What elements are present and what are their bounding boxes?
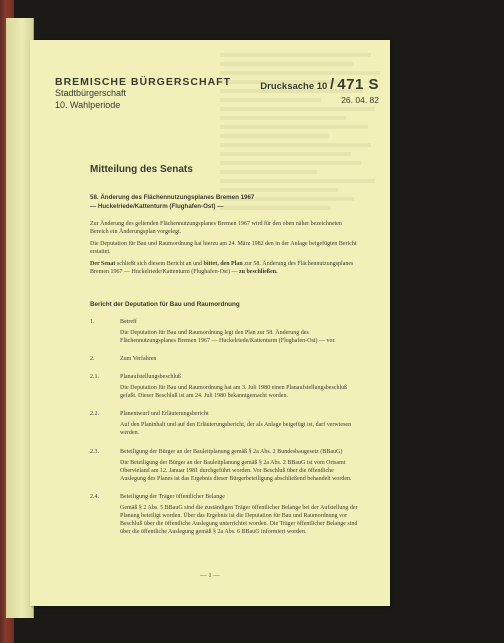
- intro-paragraph-3: [90, 260, 360, 276]
- drucksache-separator: /: [329, 76, 335, 93]
- intro-p3-mid: schließt sich diesem Bericht an und: [115, 261, 204, 268]
- section-number: 2.: [90, 355, 95, 362]
- section-text: Die Beteiligung der Bürger an der Bauleitplanung gemäß § 2a Abs. 2 BBauG ist vom Ortsamt Obervieland am 12. Januar 1981 durchgeführt worden. Vor Beschluß über die öffentliche Auslegung des Planes ist das Ergebnis dieser Bürgerbeteiligung abschließend behandelt worden.: [120, 459, 352, 482]
- section-number: 2.1.: [90, 373, 99, 380]
- document-header: [55, 76, 385, 111]
- intro-paragraph-1: Zur Änderung des geltenden Flächennutzungsplanes Bremen 1967 wird für den oben näher bezeichneten Bereich ein Änderungsplan vorgelegt.: [90, 221, 342, 236]
- section-heading: Zum Verfahren: [120, 355, 157, 362]
- section-heading: Betreff: [120, 318, 137, 325]
- drucksache-label: Drucksache 10: [260, 81, 328, 92]
- subject-line-2: — Huckelriede/Kattenturm (Flughafen-Ost) —: [90, 203, 224, 210]
- section-item: [90, 493, 360, 536]
- subject-line-1: 58. Änderung des Flächennutzungsplanes Bremen 1967: [90, 194, 255, 201]
- document-body: [90, 164, 360, 536]
- section-item: [90, 410, 360, 437]
- section-number: 1.: [90, 318, 95, 325]
- section-text: Die Deputation für Bau und Raumordnung hat am 3. Juli 1980 einen Planaufstellungsbeschluß gefaßt. Dieser Beschluß ist am 24. Juli 1980 bekanntgemacht worden.: [120, 385, 348, 400]
- document-page: [30, 40, 390, 606]
- drucksache-number: 471 S: [337, 76, 379, 93]
- section-heading: Planaufstellungsbeschluß: [120, 373, 181, 380]
- section-item: [90, 448, 360, 483]
- section-text: Auf den Planinhalt und auf den Erläuterungsbericht, der als Anlage beigefügt ist, darf verwiesen werden.: [120, 422, 352, 437]
- section-heading: Beteiligung der Bürger an der Bauleitplanung gemäß § 2a Abs. 2 Bundesbaugesetz (BBauG): [120, 448, 343, 455]
- page-number: — 1 —: [200, 572, 220, 579]
- document-date: 26. 04. 82: [341, 95, 379, 105]
- section-item: [90, 318, 360, 345]
- resolve-label: zu beschließen.: [238, 269, 278, 276]
- section-text: Gemäß § 2 Abs. 5 BBauG sind die zuständigen Träger öffentlicher Belange bei der Aufstellung der Planung beteiligt worden. Über das Ergebnis ist die Deputation für Bau und Raumordnung vor Beschluß über die öffentliche Auslegung unterrichtet worden. Die Träger öffentlicher Belange sind über die öffentliche Auslegung gemäß § 2a Abs. 6 BBauG informiert worden.: [120, 504, 358, 536]
- parliament-name: BREMISCHE BÜRGERSCHAFT: [55, 76, 232, 88]
- request-label: bittet, den Plan: [203, 261, 243, 268]
- section-number: 2.3.: [90, 448, 99, 455]
- section-heading: Beteiligung der Träger öffentlicher Belange: [120, 493, 225, 500]
- chamber-name: Stadtbürgerschaft: [55, 88, 127, 98]
- section-heading: Planentwurf und Erläuterungsbericht: [120, 411, 209, 418]
- section-text: Die Deputation für Bau und Raumordnung legt den Plan zur 58. Änderung des Flächennutzungsplanes Bremen 1967 — Huckelriede/Kattenturm (Flughafen-Ost) — vor.: [120, 329, 336, 344]
- intro-paragraph-2: Die Deputation für Bau und Raumordnung hat hierzu am 24. März 1982 den in der Anlage beigefügten Bericht erstattet.: [90, 241, 357, 256]
- section-item: [90, 373, 360, 400]
- drucksache-block: [260, 76, 379, 105]
- intro-p3-rest: zur 58. Änderung des Flächennutzungsplanes Bremen 1967 — Huckelriede/Kattenturm (Flughafen-Ost) —: [90, 261, 354, 276]
- section-number: 2.4.: [90, 493, 99, 500]
- section-item: [90, 355, 360, 363]
- section-number: 2.2.: [90, 411, 99, 418]
- senate-label: Der Senat: [90, 261, 116, 268]
- document-title: Mitteilung des Senats: [90, 164, 193, 175]
- report-heading: Bericht der Deputation für Bau und Raumordnung: [90, 300, 240, 308]
- legislative-period: 10. Wahlperiode: [55, 99, 121, 110]
